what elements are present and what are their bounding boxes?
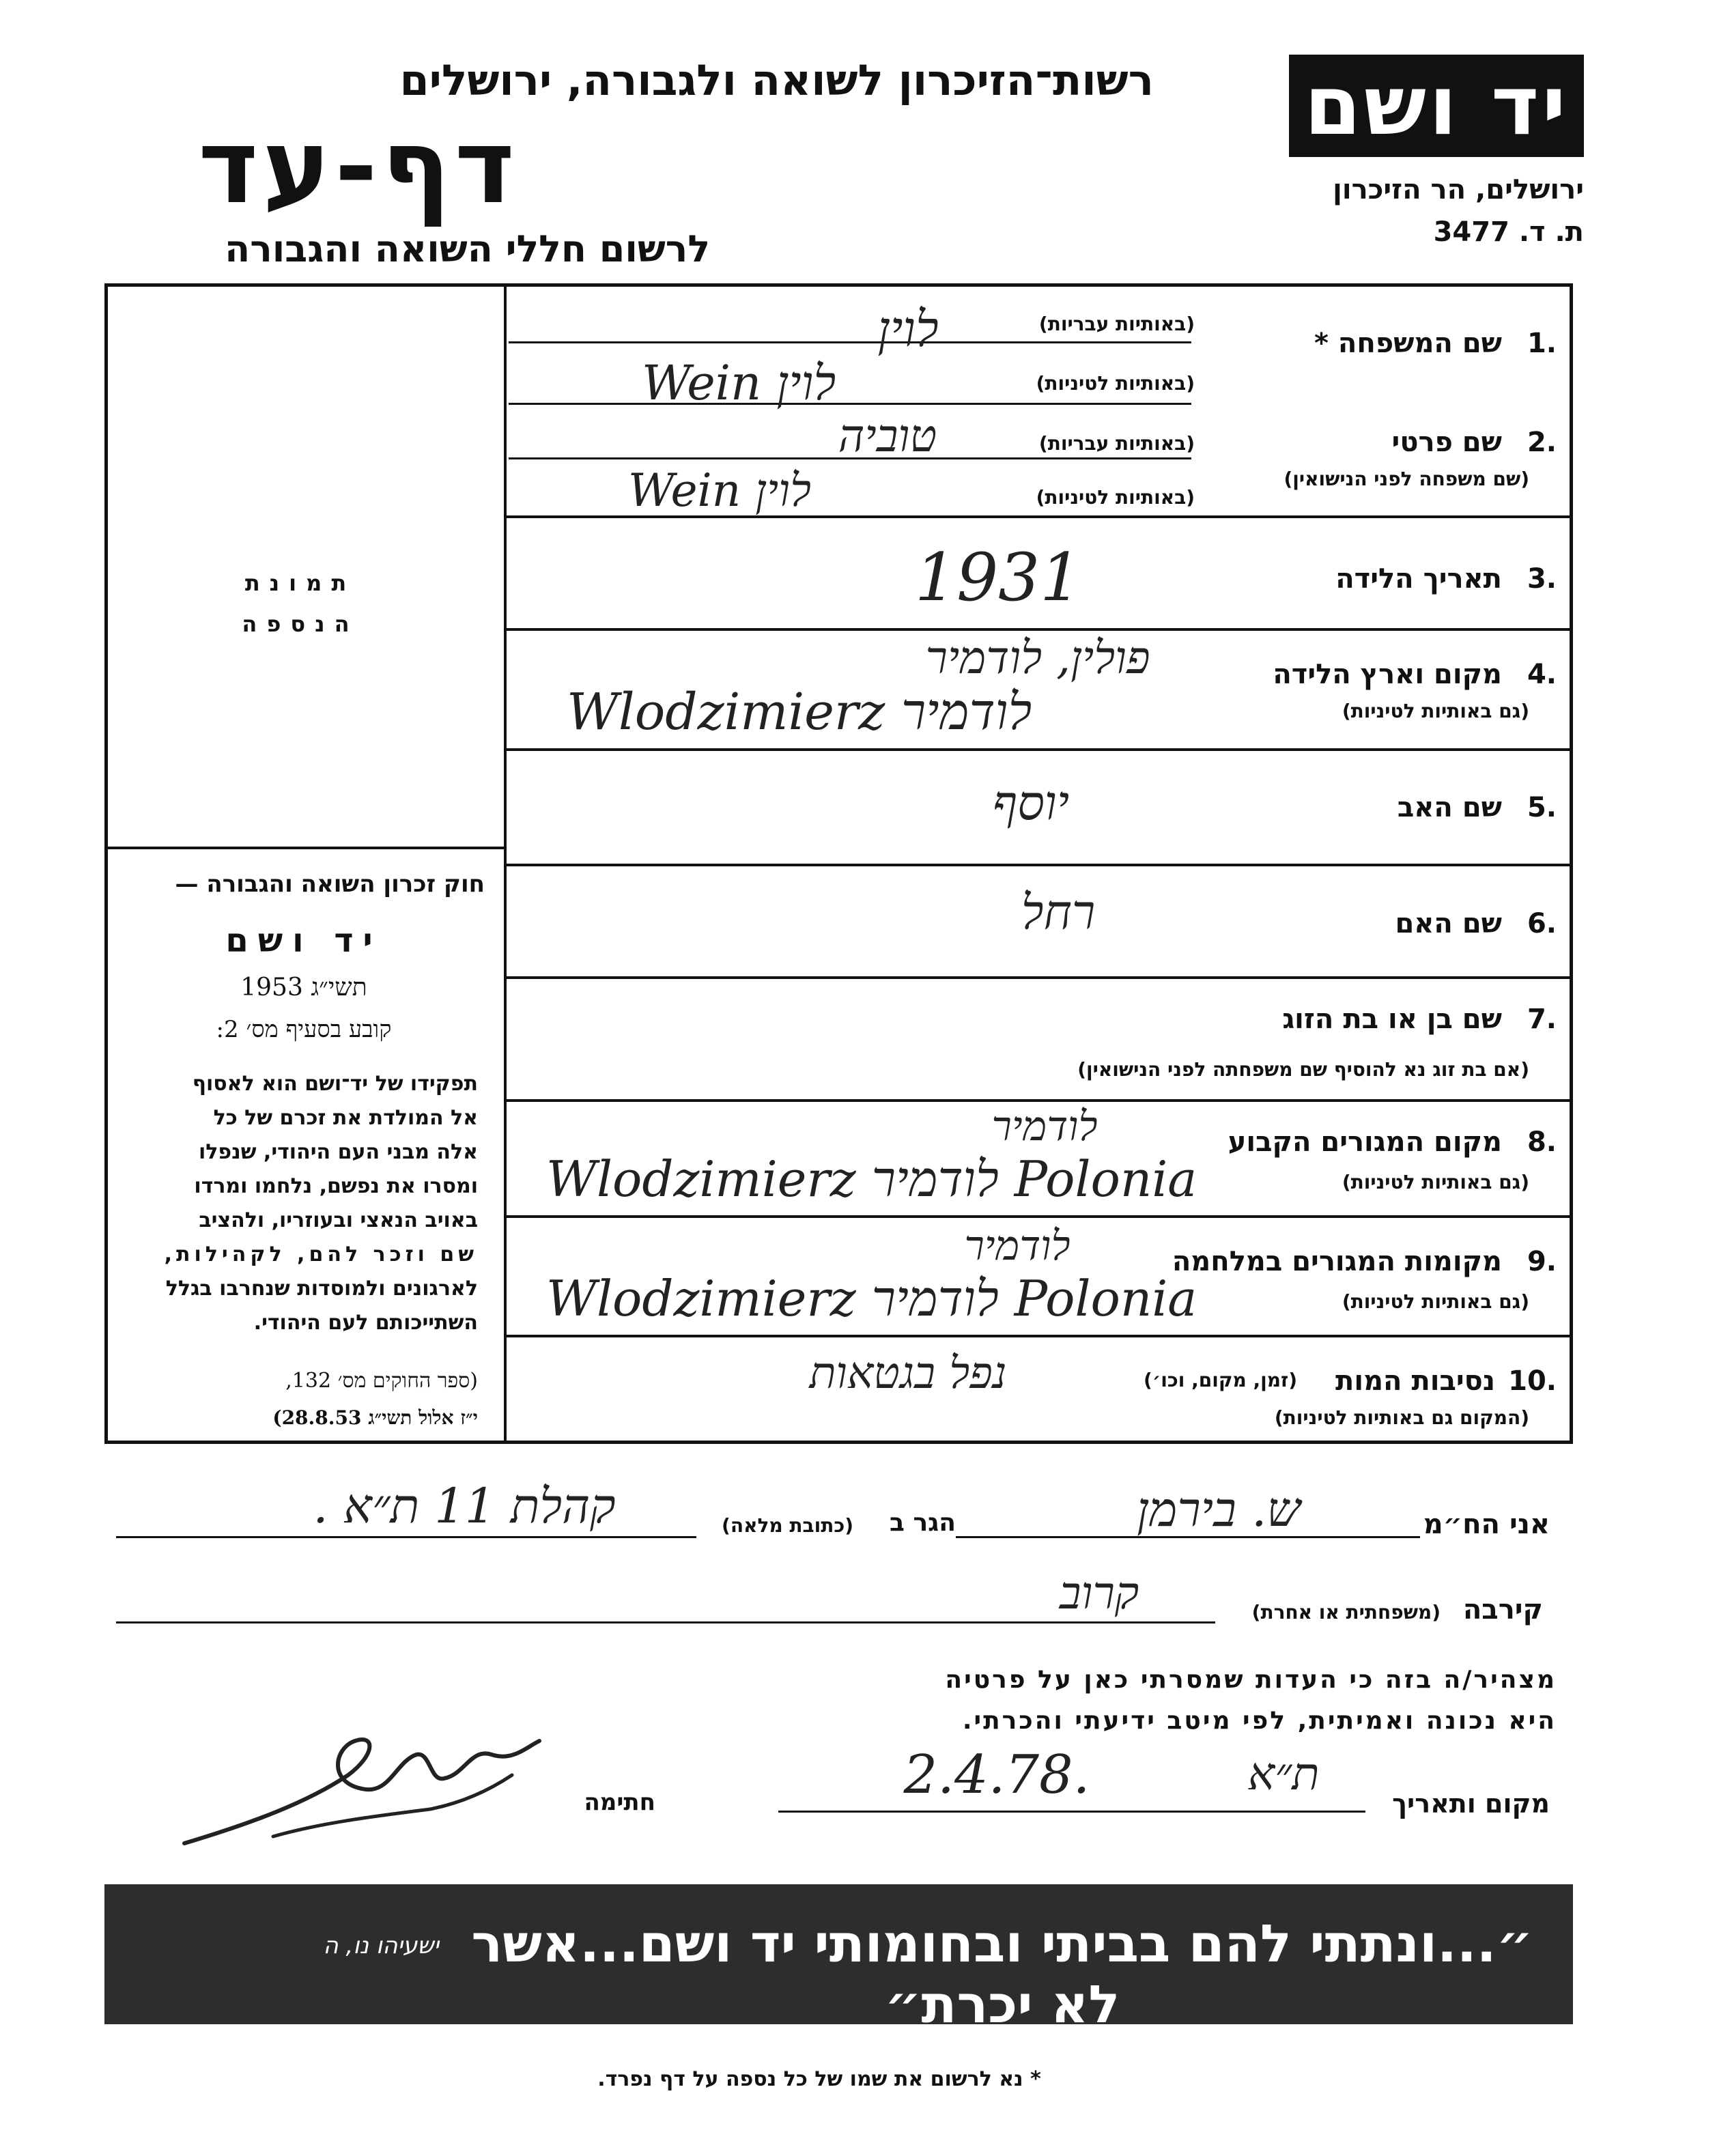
field-1-label: שם המשפחה * bbox=[1314, 328, 1502, 359]
row-sep bbox=[505, 748, 1573, 751]
field-4-value-latin[interactable]: Wlodzimierz לודמיר bbox=[567, 683, 1032, 741]
field-7-number: 7. bbox=[1527, 1004, 1557, 1035]
footnote: * נא לרשום את שמו של כל נספה על דף נפרד. bbox=[597, 2067, 1041, 2091]
row-sep bbox=[505, 864, 1573, 866]
field-1-value-latin[interactable]: Wein לוין bbox=[642, 355, 836, 411]
field-7-label: שם בן או בת הזוג bbox=[1282, 1004, 1502, 1035]
place-date-line bbox=[778, 1811, 1365, 1813]
field-1-hint-latin: (באותיות לטיניות) bbox=[1036, 372, 1195, 395]
field-1-value-hebrew[interactable]: לוין bbox=[877, 300, 939, 358]
quote-banner bbox=[104, 1884, 1573, 2034]
field-2-value-latin[interactable]: Wein לוין bbox=[628, 464, 811, 517]
address-line bbox=[116, 1536, 696, 1538]
row-sep bbox=[505, 1099, 1573, 1102]
field-9-value-hebrew[interactable]: לודמיר bbox=[964, 1222, 1070, 1270]
field-8-sub: (גם באותיות לטיניות) bbox=[1342, 1171, 1529, 1193]
field-4-sub: (גם באותיות לטיניות) bbox=[1342, 700, 1529, 722]
field-2-hint-hebrew: (באותיות עבריות) bbox=[1038, 432, 1195, 455]
field-2-hint-latin: (באותיות לטיניות) bbox=[1036, 486, 1195, 509]
date-value[interactable]: 2.4.78. bbox=[903, 1744, 1090, 1806]
law-body-line: השתייכותם לעם היהודי. bbox=[253, 1311, 478, 1335]
field-3-label: תאריך הלידה bbox=[1335, 563, 1502, 595]
law-year: תשי״ג 1953 bbox=[240, 974, 367, 1002]
signature-scribble bbox=[171, 1720, 553, 1857]
field-8-number: 8. bbox=[1527, 1126, 1557, 1158]
row-sep bbox=[505, 628, 1573, 631]
row-sep bbox=[505, 976, 1573, 979]
address-line-2: ת. ד. 3477 bbox=[1433, 216, 1584, 248]
field-10-label-hint: (זמן, מקום, וכו׳) bbox=[1144, 1369, 1297, 1391]
address-value[interactable]: קהלת 11 ת״א . bbox=[313, 1478, 616, 1534]
banner-quote: ״...ונתתי להם בביתי ובחומותי יד ושם...אשר לא יכרת״ bbox=[471, 1913, 1533, 2034]
field-4-label: מקום וארץ הלידה bbox=[1273, 659, 1502, 690]
address-line-1: ירושלים, הר הזיכרון bbox=[1333, 174, 1584, 205]
row-sep bbox=[505, 1215, 1573, 1218]
law-source: (ספר החוקים מס׳ 132, bbox=[285, 1369, 478, 1393]
field-4-number: 4. bbox=[1527, 659, 1557, 690]
field-9-value-latin[interactable]: Wlodzimierz לודמיר Polonia bbox=[546, 1270, 1197, 1327]
field-8-label: מקום המגורים הקבוע bbox=[1228, 1126, 1502, 1158]
law-body-line: תפקידו של יד־ושם הוא לאסוף bbox=[192, 1072, 478, 1096]
statement-line-1: מצהיר/ה בזה כי העדות שמסרתי כאן על פרטיה bbox=[945, 1666, 1557, 1694]
field-10-sub: (המקום גם באותיות לטיניות) bbox=[1274, 1406, 1529, 1429]
law-body-line: באויב הנאצי ובעוזריו, ולהציב bbox=[199, 1208, 478, 1232]
relation-value[interactable]: קרוב bbox=[1059, 1567, 1139, 1619]
law-heading: חוק זכרון השואה והגבורה — bbox=[175, 870, 485, 898]
photo-label-2: הנספה bbox=[242, 611, 359, 637]
field-3-value[interactable]: 1931 bbox=[915, 539, 1082, 616]
banner-source: ישעיהו נו, ה bbox=[323, 1932, 439, 1959]
law-body-line: ומסרו את נפשם, נלחמו ומרדו bbox=[194, 1174, 478, 1198]
field-2-number: 2. bbox=[1527, 427, 1557, 458]
declaration-i-label: אני הח״מ bbox=[1423, 1509, 1550, 1540]
field-3-number: 3. bbox=[1527, 563, 1557, 595]
place-date-label: מקום ותאריך bbox=[1392, 1789, 1550, 1819]
photo-divider bbox=[104, 847, 507, 849]
field-2-value-hebrew[interactable]: טוביה bbox=[838, 410, 937, 462]
field-10-value[interactable]: נפל בגטאות bbox=[809, 1348, 1007, 1399]
law-body-line: אלה מבני העם היהודי, שנפלו bbox=[198, 1140, 478, 1164]
law-body-line: שם וזכר להם, לקהילות, bbox=[164, 1243, 478, 1266]
law-clause: קובע בסעיף מס׳ 2: bbox=[216, 1016, 392, 1043]
place-value[interactable]: ת״א bbox=[1247, 1748, 1320, 1800]
yad-vashem-logo: יד ושם bbox=[1289, 55, 1584, 157]
lives-label: הגר ב bbox=[890, 1509, 956, 1537]
relation-label: קירבה bbox=[1462, 1594, 1543, 1626]
field-5-number: 5. bbox=[1527, 792, 1557, 823]
field-10-label: נסיבות המות bbox=[1335, 1365, 1495, 1397]
field-6-label: שם האם bbox=[1395, 908, 1502, 939]
photo-label-1: תמונת bbox=[244, 570, 356, 596]
address-hint: (כתובת מלאה) bbox=[722, 1514, 853, 1537]
field-10-number: 10. bbox=[1508, 1365, 1557, 1397]
field-5-value[interactable]: יוסף bbox=[992, 775, 1070, 831]
statement-line-2: היא נכונה ואמיתית, לפי מיטב ידיעתי והכרתי. bbox=[962, 1707, 1557, 1735]
law-date: י״ז אלול תשי״ג 28.8.53) bbox=[272, 1406, 478, 1429]
authority-title: רשות־הזיכרון לשואה ולגבורה, ירושלים bbox=[399, 55, 1154, 105]
field-5-label: שם האב bbox=[1397, 792, 1502, 823]
field-9-label: מקומות המגורים במלחמה bbox=[1172, 1246, 1502, 1277]
field-4-value-hebrew[interactable]: פולין, לודמיר bbox=[925, 632, 1150, 684]
relation-line bbox=[116, 1621, 1215, 1623]
document-title: דף-עד bbox=[198, 108, 519, 227]
field-7-sub: (אם בת זוג נא להוסיף שם משפחתה לפני הנישואין) bbox=[1077, 1058, 1529, 1081]
field-9-number: 9. bbox=[1527, 1246, 1557, 1277]
document-subtitle: לרשום חללי השואה והגבורה bbox=[225, 227, 710, 270]
signature-label: חתימה bbox=[584, 1789, 655, 1816]
signer-name-value[interactable]: ש. בירמן bbox=[1137, 1481, 1301, 1537]
field-2-label: שם פרטי bbox=[1391, 427, 1502, 458]
field-2-sub: (שם משפחה לפני הנישואין) bbox=[1284, 468, 1529, 490]
field-8-value-hebrew[interactable]: לודמיר bbox=[991, 1103, 1098, 1150]
field-6-value[interactable]: רחל bbox=[1021, 884, 1096, 940]
field-1-number: 1. bbox=[1527, 328, 1557, 359]
relation-hint: (משפחתית או אחרת) bbox=[1251, 1601, 1441, 1623]
row-sep bbox=[505, 1335, 1573, 1337]
law-name: יד ושם bbox=[225, 922, 382, 960]
law-body-line: לארגונים ולמוסדות שנחרבו בגלל bbox=[165, 1277, 478, 1301]
law-body-line: אל המולדת את זכרם של כל bbox=[213, 1106, 478, 1130]
field-6-number: 6. bbox=[1527, 908, 1557, 939]
field-1-hint-hebrew: (באותיות עבריות) bbox=[1038, 313, 1195, 335]
field-9-sub: (גם באותיות לטיניות) bbox=[1342, 1290, 1529, 1313]
field-8-value-latin[interactable]: Wlodzimierz לודמיר Polonia bbox=[546, 1150, 1197, 1208]
